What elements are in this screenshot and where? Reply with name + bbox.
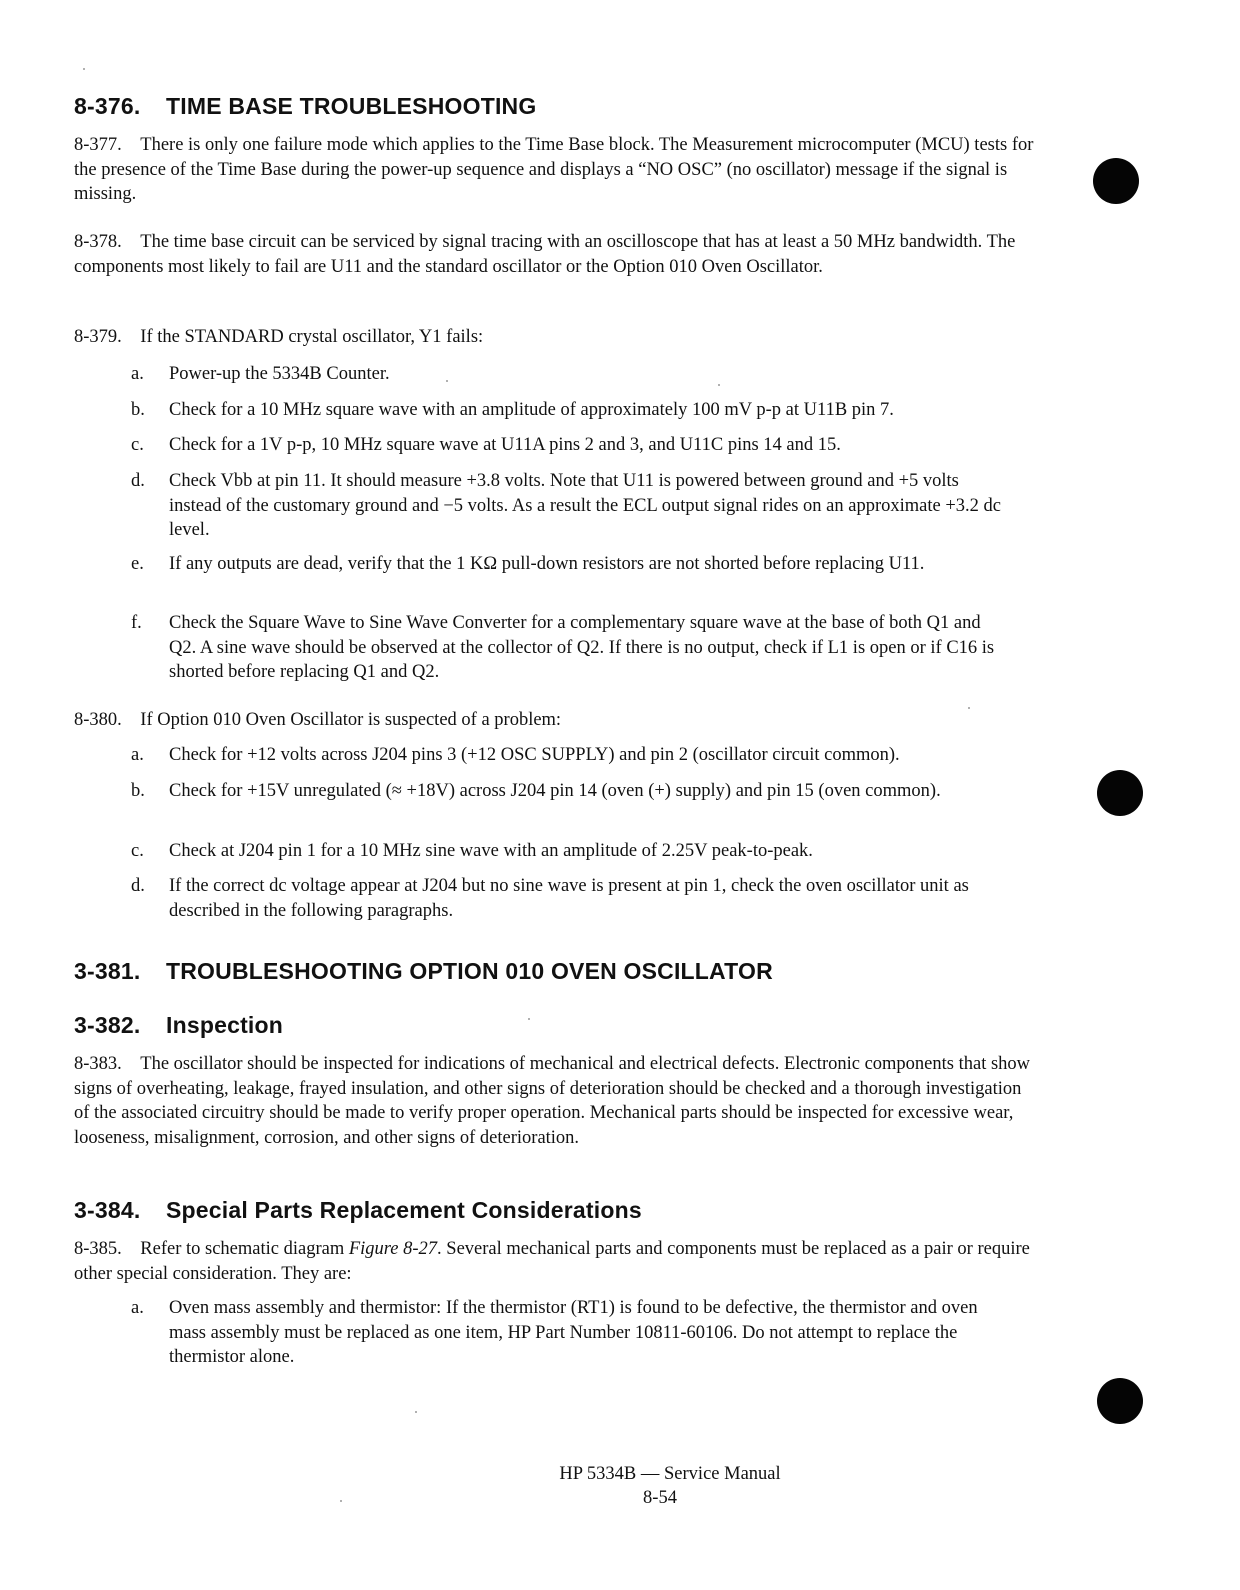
paragraph-text: . Several mechanical parts and components must be replaced as a pair or require other special consideration. They are: (74, 1239, 1030, 1284)
section-title: Inspection (166, 1012, 284, 1038)
figure-reference: Figure 8-27 (348, 1239, 438, 1259)
section-number: 3-384. (74, 1197, 141, 1223)
scan-speck (340, 1500, 342, 1502)
list-item-text: Check for +12 volts across J204 pins 3 (+12 OSC SUPPLY) and pin 2 (oscillator circuit common). (169, 745, 900, 765)
list-item-label: a. (131, 745, 144, 765)
list-item (131, 743, 1011, 768)
list-item-text: If the correct dc voltage appear at J204 but no sine wave is present at pin 1, check the oven oscillator unit as described in the following paragraphs. (169, 876, 969, 921)
list-item (131, 398, 1011, 423)
list-item (131, 874, 1011, 923)
list-item-text: Oven mass assembly and thermistor: If the thermistor (RT1) is found to be defective, the thermistor and oven mass assembly must be replaced as one item, HP Part Number 10811-60106. Do not attempt to replace the thermistor alone. (169, 1298, 978, 1367)
list-item-text: Check for a 1V p-p, 10 MHz square wave at U11A pins 2 and 3, and U11C pins 14 and 15. (169, 435, 841, 455)
list-item-text: Check for a 10 MHz square wave with an amplitude of approximately 100 mV p-p at U11B pin 7. (169, 400, 894, 420)
section-number: 3-382. (74, 1012, 141, 1038)
section-heading-3-382 (74, 1012, 283, 1039)
paragraph-8-385 (74, 1237, 1034, 1286)
section-number: 3-381. (74, 958, 141, 984)
list-item (131, 552, 1011, 577)
binder-hole-mark (1093, 158, 1139, 204)
scan-speck (415, 1411, 417, 1413)
page-footer (0, 1462, 1240, 1510)
list-item-label: a. (131, 364, 144, 384)
section-heading-8-376 (74, 93, 536, 120)
scan-speck (446, 380, 448, 382)
manual-title: HP 5334B — Service Manual (559, 1464, 781, 1484)
list-item-text: Power-up the 5334B Counter. (169, 364, 390, 384)
list-item-label: d. (131, 471, 145, 491)
paragraph-8-377: 8-377. There is only one failure mode which applies to the Time Base block. The Measurement microcomputer (MCU) tests for the presence of the Time Base during the power-up sequence and displays a “NO OSC” (no oscillator) message if the signal is missing. (74, 135, 1034, 204)
list-item-text: Check at J204 pin 1 for a 10 MHz sine wave with an amplitude of 2.25V peak-to-peak. (169, 841, 813, 861)
paragraph-8-383: 8-383. The oscillator should be inspected for indications of mechanical and electrical defects. Electronic components that show signs of overheating, leakage, frayed insulation, and other signs of deterioration should be checked and a thorough investigation of the associated circuitry should be made to verify proper operation. Mechanical parts should be inspected for excessive wear, looseness, misalignment, corrosion, and other signs of deterioration. (74, 1054, 1031, 1148)
section-title: Special Parts Replacement Considerations (166, 1197, 642, 1223)
section-title: TROUBLESHOOTING OPTION 010 OVEN OSCILLATOR (166, 958, 773, 984)
list-item (131, 469, 1011, 543)
paragraph-8-378: 8-378. The time base circuit can be serviced by signal tracing with an oscilloscope that has at least a 50 MHz bandwidth. The components most likely to fail are U11 and the standard oscillator or the Option 010 Oven Oscillator. (74, 232, 1016, 277)
binder-hole-mark (1097, 770, 1143, 816)
list-item-label: b. (131, 781, 145, 801)
scan-speck (83, 68, 85, 70)
list-item (131, 611, 1011, 685)
section-number: 8-376. (74, 93, 141, 119)
list-item (131, 779, 1011, 804)
list-item-text: Check Vbb at pin 11. It should measure +3.8 volts. Note that U11 is powered between ground and +5 volts instead of the customary ground and −5 volts. As a result the ECL output signal rides on an approximate +3.2 dc level. (169, 471, 1001, 540)
list-item-text: Check for +15V unregulated (≈ +18V) across J204 pin 14 (oven (+) supply) and pin 15 (oven common). (169, 781, 941, 801)
list-item (131, 362, 1011, 387)
page-number: 8-54 (643, 1488, 677, 1508)
list-item-label: f. (131, 613, 142, 633)
list-item-label: c. (131, 841, 144, 861)
section-title: TIME BASE TROUBLESHOOTING (166, 93, 537, 119)
scan-speck (528, 1018, 530, 1020)
scan-speck (968, 707, 970, 709)
scan-speck (718, 384, 720, 386)
list-item-label: b. (131, 400, 145, 420)
section-heading-3-384 (74, 1197, 642, 1224)
list-item-label: c. (131, 435, 144, 455)
section-heading-3-381 (74, 958, 773, 985)
list-item-label: e. (131, 554, 144, 574)
list-item-text: If any outputs are dead, verify that the 1 KΩ pull-down resistors are not shorted before replacing U11. (169, 554, 925, 574)
list-item-text: Check the Square Wave to Sine Wave Converter for a complementary square wave at the base of both Q1 and Q2. A sine wave should be observed at the collector of Q2. If there is no output, check if L1 is open or if C16 is shorted before replacing Q1 and Q2. (169, 613, 995, 682)
list-item (131, 433, 1011, 458)
paragraph-8-379: 8-379. If the STANDARD crystal oscillator, Y1 fails: (74, 327, 484, 347)
paragraph-text: 8-385. Refer to schematic diagram (74, 1239, 349, 1259)
paragraph-8-380: 8-380. If Option 010 Oven Oscillator is suspected of a problem: (74, 710, 562, 730)
list-item-label: d. (131, 876, 145, 896)
binder-hole-mark (1097, 1378, 1143, 1424)
list-item (131, 1296, 1011, 1370)
list-item-label: a. (131, 1298, 144, 1318)
list-item (131, 839, 1011, 864)
